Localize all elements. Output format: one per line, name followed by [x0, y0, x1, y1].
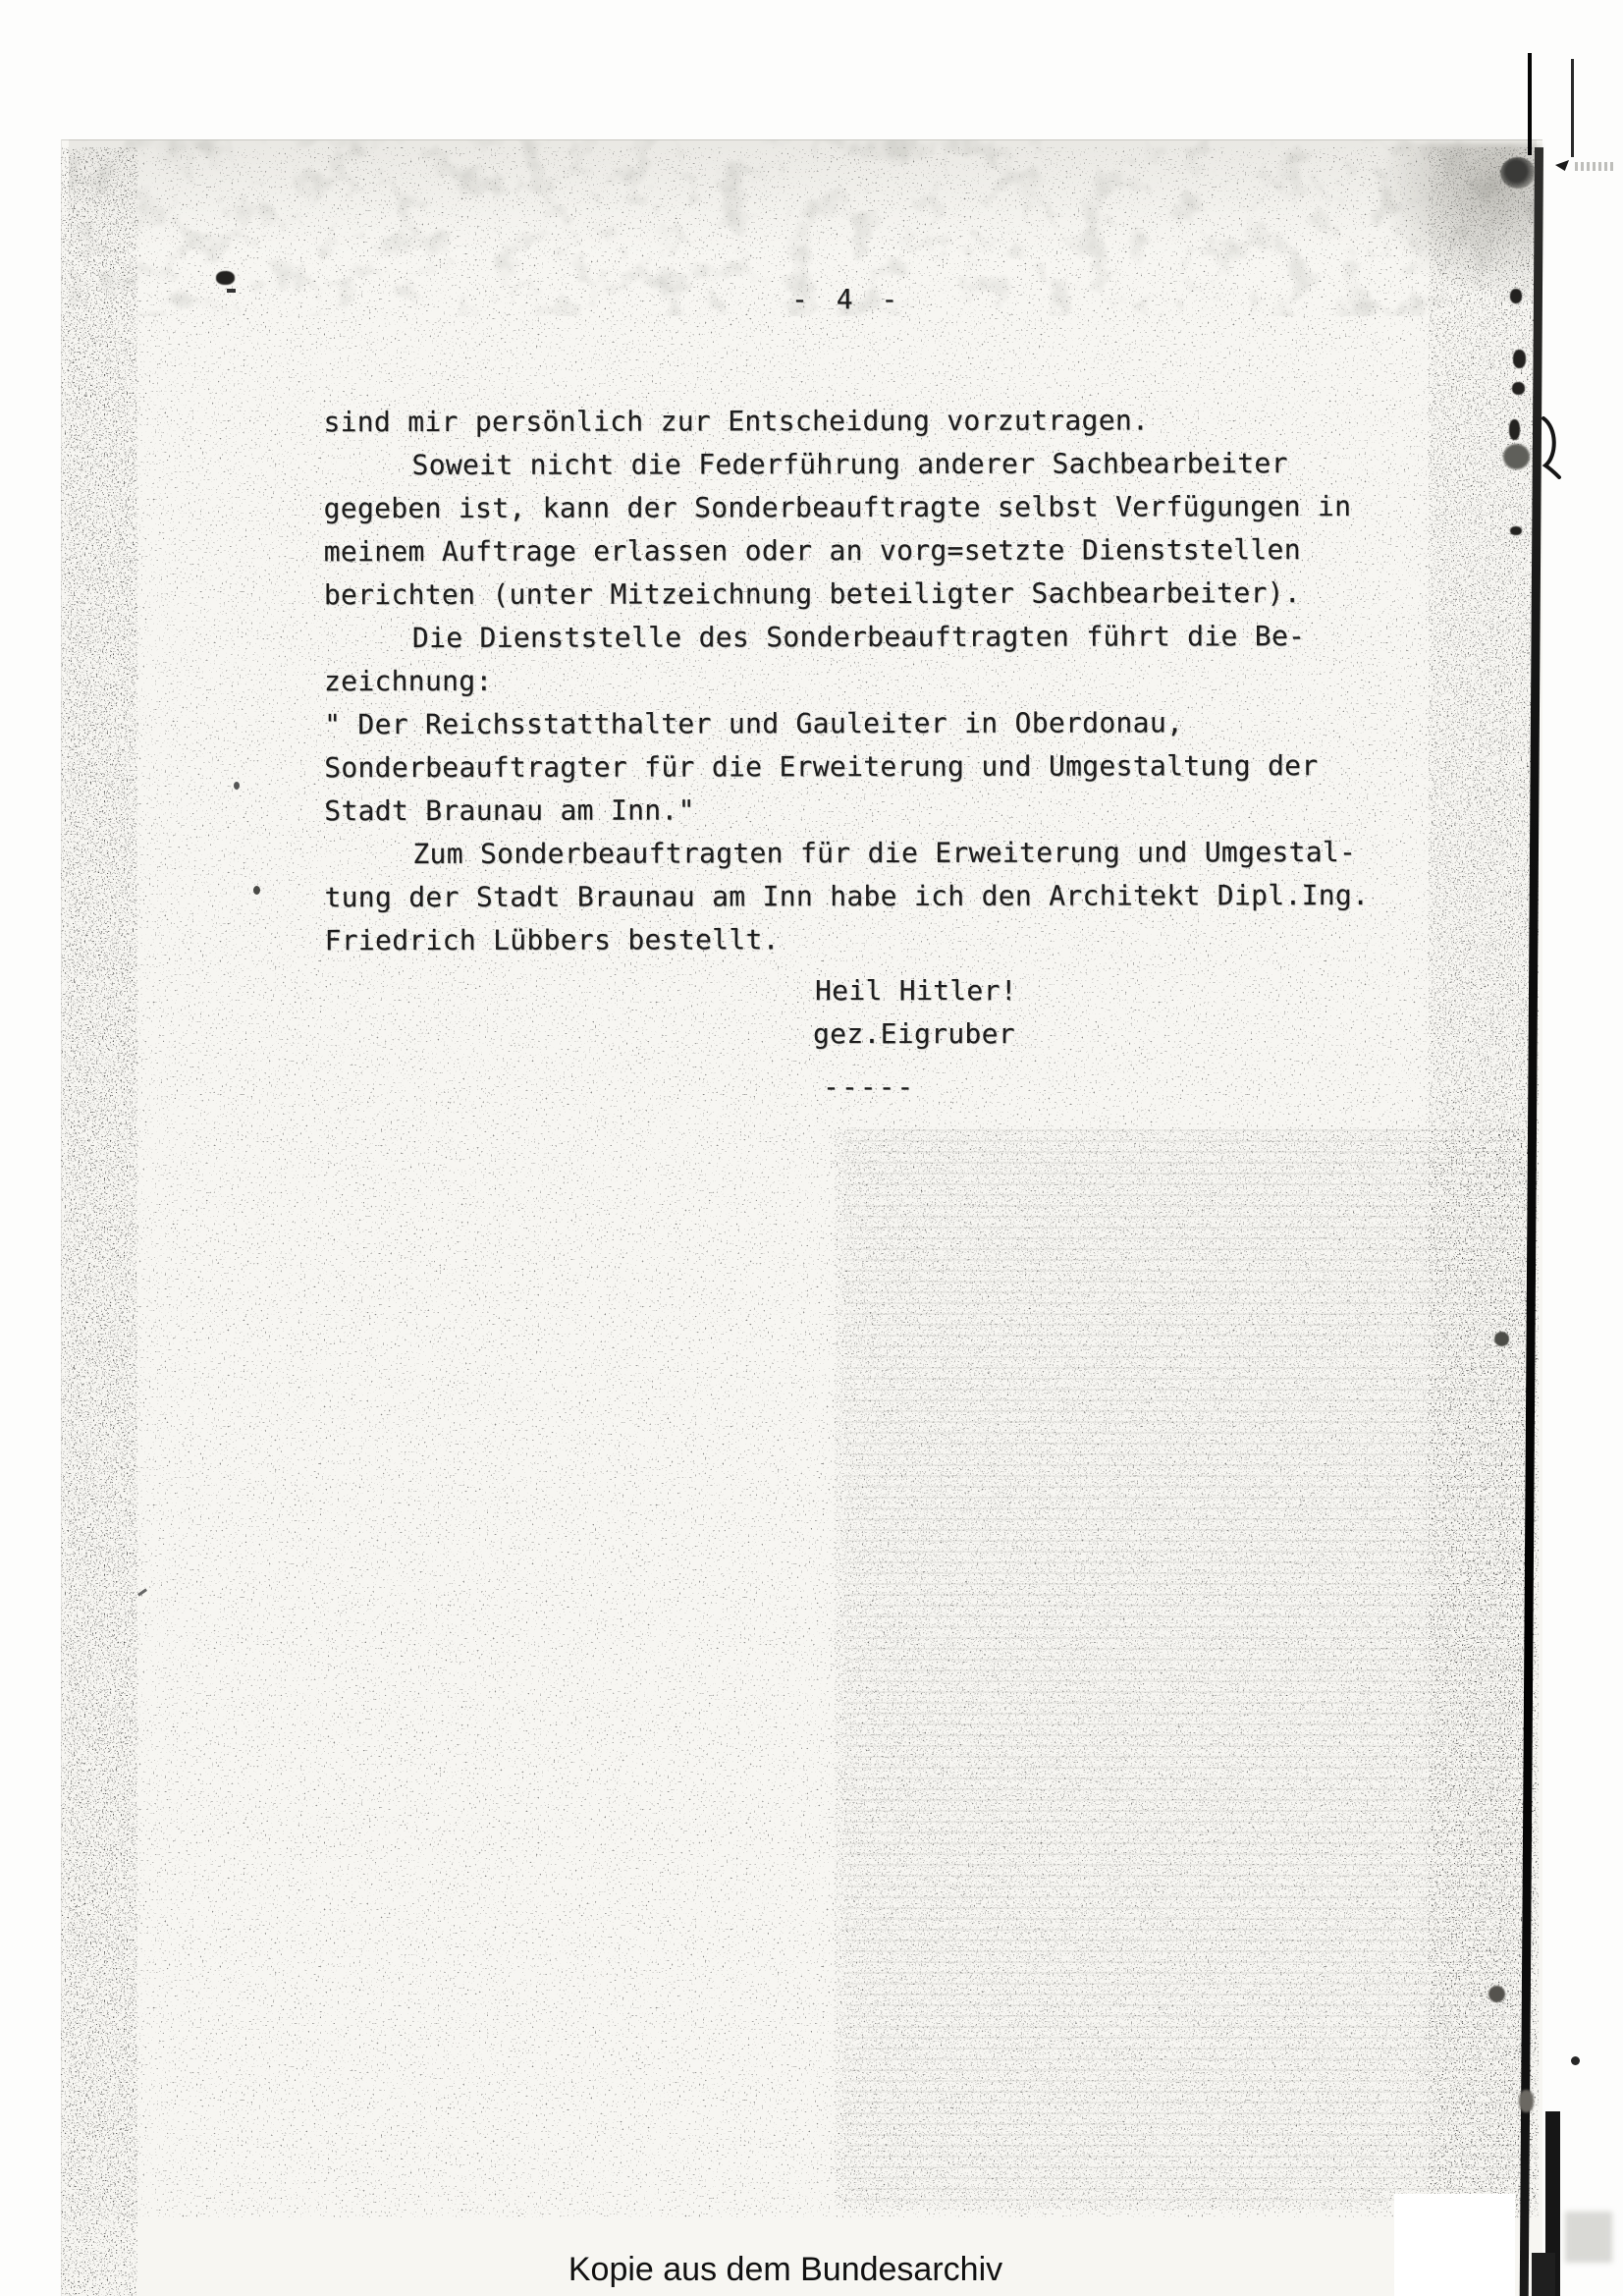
typewritten-line: Sonderbeauftragter für die Erweiterung und Umgestaltung der: [324, 749, 1319, 785]
edge-arrow-smudge: [1555, 160, 1569, 171]
closing-salutation: Heil Hitler!: [815, 974, 1017, 1007]
bleedthrough-streaks: [844, 1129, 1532, 2210]
edge-dot: [1571, 2056, 1580, 2065]
typewritten-text-block: [323, 404, 1443, 967]
typewritten-line: berichten (unter Mitzeichnung beteiligter Sachbearbeiter).: [323, 576, 1301, 612]
archive-stamp: Kopie aus dem Bundesarchiv: [568, 2251, 1003, 2288]
typewritten-line: Zum Sonderbeauftragten für die Erweiterung und Umgestal-: [412, 835, 1357, 871]
typewritten-line: zeichnung:: [323, 664, 493, 698]
typewritten-line: Friedrich Lübbers bestellt.: [324, 923, 780, 957]
margin-ink-blot: [1503, 444, 1530, 469]
typewritten-line: meinem Auftrage erlassen oder an vorg=setzte Dienststellen: [323, 533, 1301, 569]
typewritten-line: tung der Stadt Braunau am Inn habe ich den Architekt Dipl.Ing.: [324, 878, 1370, 914]
left-margin-dot: [253, 886, 260, 895]
typewritten-line: gegeben ist, kann der Sonderbeauftragte selbst Verfügungen in: [323, 490, 1352, 525]
corner-ink-blob: [1500, 157, 1536, 189]
top-edge-tick-mark: [1571, 59, 1574, 157]
typewritten-line: sind mir persönlich zur Entscheidung vorzutragen.: [323, 404, 1150, 439]
margin-ink-spot: [1510, 526, 1522, 535]
edge-smudge: [1575, 162, 1614, 171]
right-margin-spot: [1519, 2090, 1534, 2112]
left-margin-dot: [234, 782, 240, 790]
page-number: - 4 -: [791, 283, 904, 315]
margin-ink-spot: [1509, 419, 1520, 440]
left-margin-spot: [216, 271, 235, 285]
divider-dashes: -----: [823, 1070, 916, 1103]
top-edge-tick-mark: [1528, 53, 1532, 155]
margin-ink-spot: [1510, 289, 1522, 303]
right-margin-spot: [1488, 1986, 1505, 2002]
margin-ink-spot: [1513, 350, 1526, 368]
edge-hook-mark: [1542, 416, 1563, 479]
typewritten-line: Soweit nicht die Federführung anderer Sachbearbeiter: [411, 447, 1288, 482]
left-margin-dash: [227, 289, 236, 293]
margin-ink-spot: [1512, 382, 1525, 395]
top-shading: [69, 139, 1537, 257]
typewritten-line: Die Dienststelle des Sonderbeauftragten führt die Be-: [411, 620, 1306, 655]
right-margin-spot: [1494, 1332, 1509, 1346]
typewritten-line: Stadt Braunau am Inn.": [324, 793, 695, 828]
bottom-right-smudge: [1565, 2212, 1612, 2263]
signature-line: gez.Eigruber: [813, 1017, 1015, 1050]
typewritten-line: " Der Reichsstatthalter und Gauleiter in Oberdonau,: [324, 706, 1184, 741]
